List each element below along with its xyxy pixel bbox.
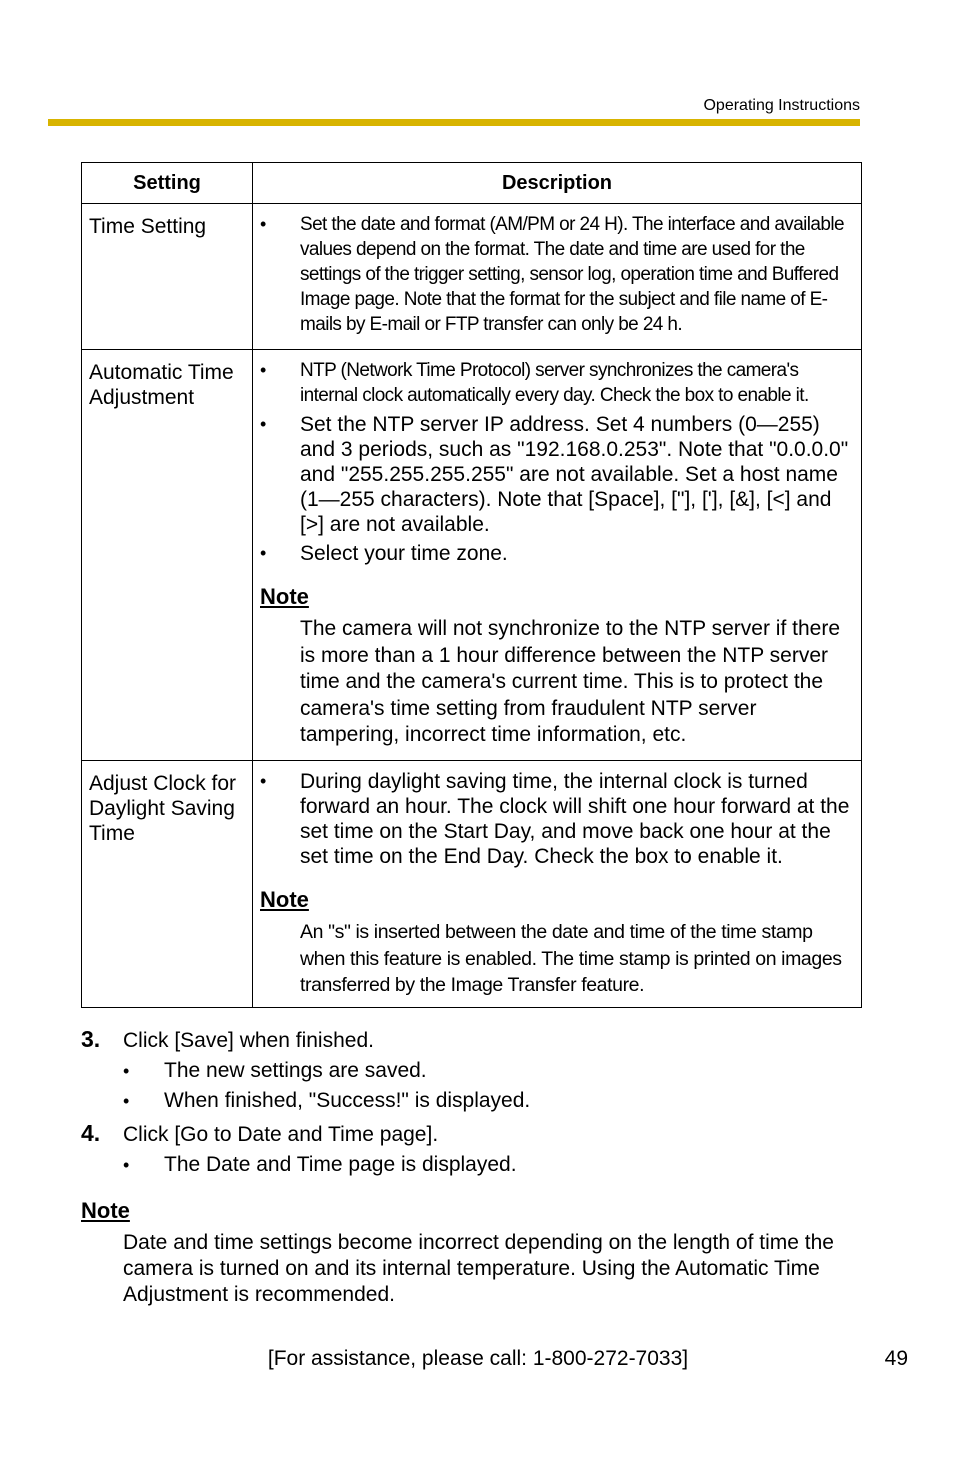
list-item-text: When finished, "Success!" is displayed. (164, 1089, 531, 1112)
setting-name: Automatic Time Adjustment (82, 350, 253, 761)
bullet-icon: • (260, 543, 267, 563)
note-text: Date and time settings become incorrect depending on the length of time the camera is turned on and its internal temperature. Using the Automatic Time Adjustment is recommended. (123, 1231, 834, 1306)
table-row (82, 204, 862, 350)
step-bullet-list (81, 1150, 871, 1180)
setting-description (253, 204, 862, 350)
list-item (260, 541, 855, 566)
list-item (123, 1056, 871, 1086)
step-text: Click [Save] when finished. (123, 1029, 374, 1052)
list-item (123, 1150, 871, 1180)
bullet-icon: • (260, 414, 267, 434)
list-item (260, 212, 855, 337)
setting-name: Time Setting (82, 204, 253, 350)
list-item-text: NTP (Network Time Protocol) server synchronizes the camera's internal clock automatically every day. Check the box to enable it. (300, 360, 809, 406)
column-header-description: Description (253, 163, 862, 204)
steps-list (81, 1026, 871, 1180)
list-item (123, 1086, 871, 1116)
list-item (260, 769, 855, 869)
list-item-text: Set the date and format (AM/PM or 24 H). The interface and available values depend on the format. The date and time are used for the settings of the trigger setting, sensor log, operation time and Buffered Image page. Note that the format for the subject and file name of E-mails by E-mail or FTP transfer can only be 24 h. (300, 214, 844, 335)
setting-description (253, 761, 862, 1008)
list-item (260, 358, 855, 408)
header-label: Operating Instructions (703, 97, 860, 114)
step-text: Click [Go to Date and Time page]. (123, 1123, 439, 1146)
list-item-text: During daylight saving time, the internal clock is turned forward an hour. The clock will shift one hour forward at the set time on the Start Day, and move back one hour at the set time on the End Day. Check the box to enable it. (300, 770, 850, 868)
assistance-line: [For assistance, please call: 1-800-272-7033] (267, 1347, 689, 1370)
note-heading: Note (260, 887, 309, 912)
header-rule (48, 119, 860, 126)
bullet-icon: • (123, 1061, 130, 1081)
setting-name: Adjust Clock for Daylight Saving Time (82, 761, 253, 1008)
step-item (81, 1120, 871, 1150)
column-header-setting: Setting (82, 163, 253, 204)
step-number: 4. (81, 1120, 101, 1146)
list-item-text: The new settings are saved. (164, 1059, 427, 1082)
table-row (82, 761, 862, 1008)
page-note (81, 1198, 871, 1308)
step-item (81, 1026, 871, 1056)
step-bullet-list (81, 1056, 871, 1116)
list-item (260, 412, 855, 537)
list-item-text: Set the NTP server IP address. Set 4 numbers (0—255) and 3 periods, such as "192.168.0.253". Note that "0.0.0.0" and "255.255.255.255" are not available. Set a host name (1—255 characters). Note that [Space], ["], ['], [&], [<] and [>] are not available. (300, 413, 849, 536)
step-number: 3. (81, 1026, 101, 1052)
page-number: 49 (884, 1347, 908, 1370)
note-heading: Note (81, 1198, 130, 1223)
bullet-list (260, 212, 855, 337)
bullet-icon: • (260, 360, 266, 380)
bullet-icon: • (260, 214, 266, 234)
footer-help-text (0, 1347, 954, 1371)
table-row (82, 350, 862, 761)
bullet-icon: • (260, 771, 267, 791)
bullet-list (260, 769, 855, 869)
list-item-text: The Date and Time page is displayed. (164, 1153, 517, 1176)
table-header-row (82, 163, 862, 204)
settings-table (81, 162, 862, 1008)
note-text: The camera will not synchronize to the NTP server if there is more than a 1 hour difference between the NTP server time and the camera's current time. This is to protect the camera's time setting from fraudulent NTP server tampering, incorrect time information, etc. (300, 617, 841, 746)
list-item-text: Select your time zone. (300, 542, 508, 565)
bullet-icon: • (123, 1155, 130, 1175)
bullet-icon: • (123, 1091, 130, 1111)
note-heading: Note (260, 584, 309, 609)
bullet-list (260, 358, 855, 566)
note-text: An "s" is inserted between the date and time of the time stamp when this feature is enabled. The time stamp is printed on images transferred by the Image Transfer feature. (300, 921, 842, 996)
setting-description (253, 350, 862, 761)
